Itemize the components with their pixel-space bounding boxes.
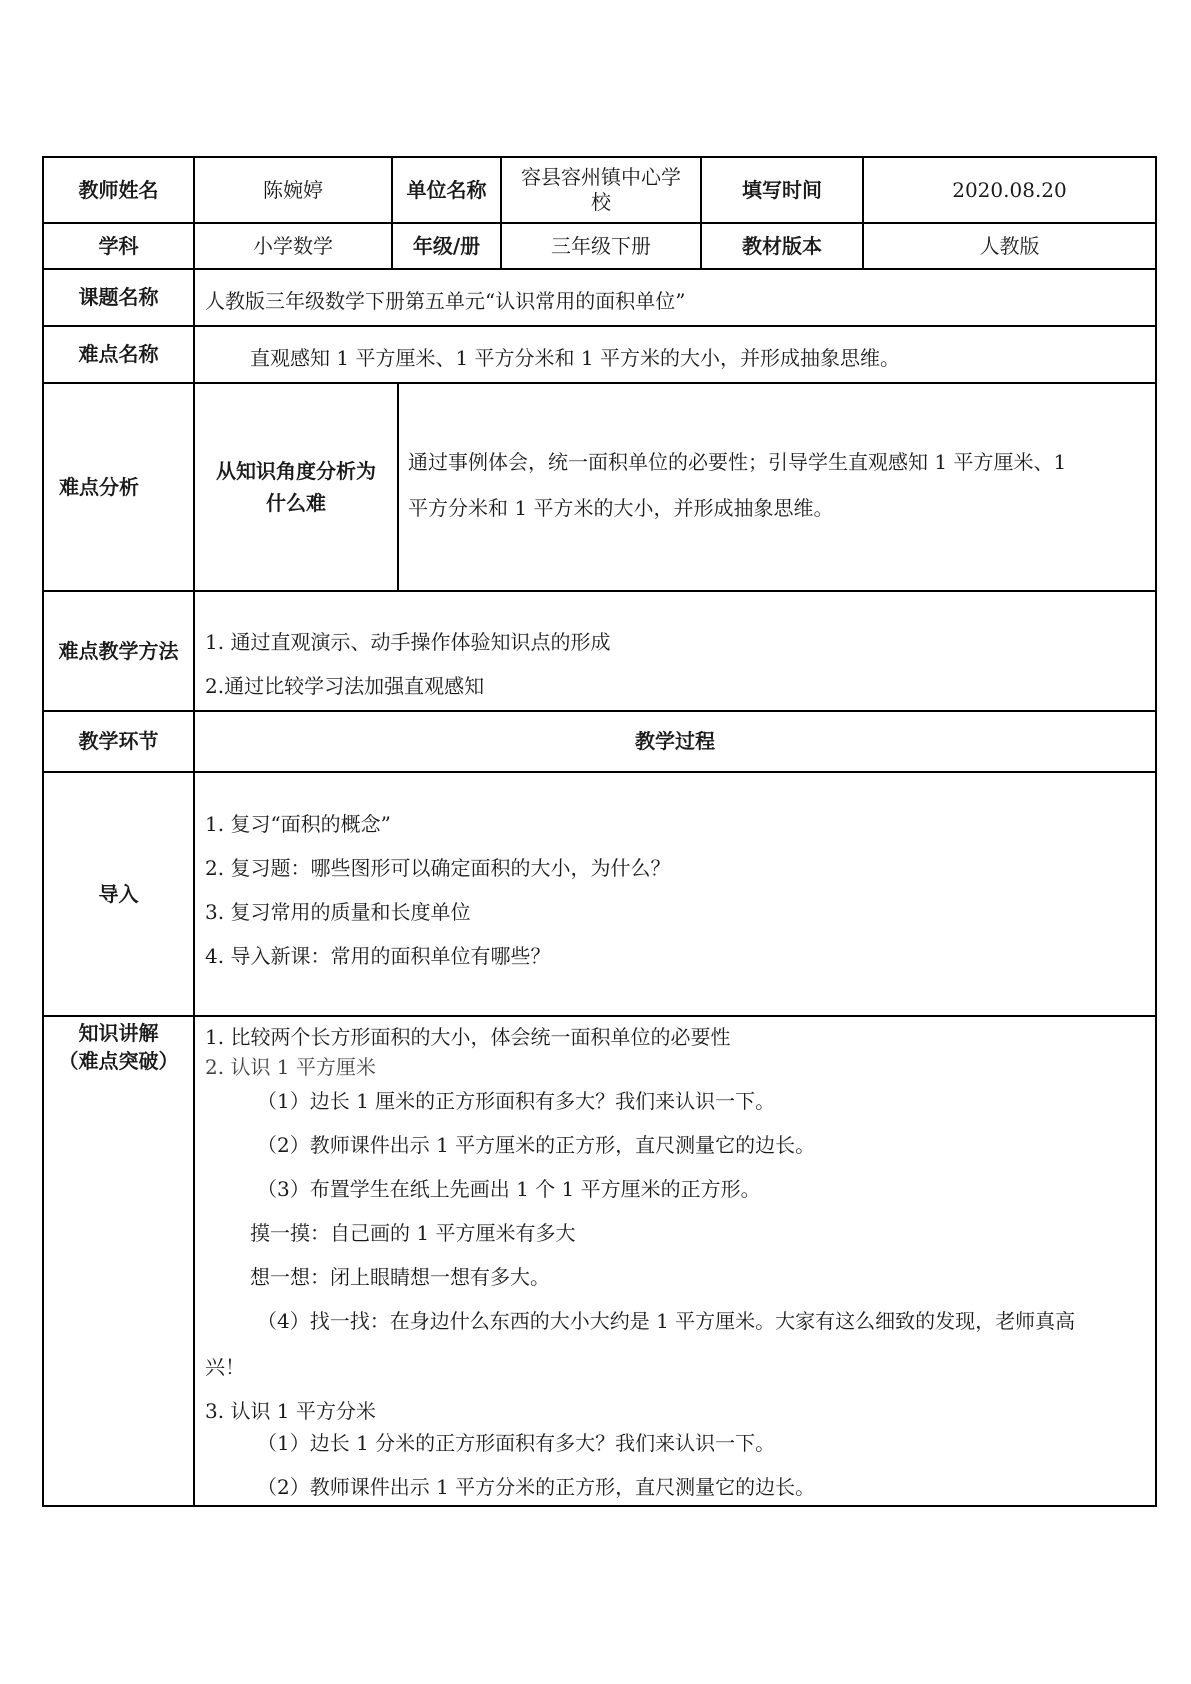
knowledge-line-11: （1）边长 1 分米的正方形面积有多大？我们来认识一下。 bbox=[257, 1431, 776, 1455]
table-border bbox=[42, 1015, 1157, 1017]
fill-date-value: 2020.08.20 bbox=[952, 177, 1067, 202]
knowledge-line-3: （1）边长 1 厘米的正方形面积有多大？我们来认识一下。 bbox=[257, 1089, 776, 1113]
analysis-text-line2: 平方分米和 1 平方米的大小，并形成抽象思维。 bbox=[408, 496, 834, 520]
table-border bbox=[42, 771, 1157, 773]
knowledge-label bbox=[44, 1017, 193, 1077]
analysis-sublabel bbox=[195, 384, 397, 590]
difficulty-value: 直观感知 1 平方厘米、1 平方分米和 1 平方米的大小，并形成抽象思维。 bbox=[250, 346, 900, 370]
analysis-sublabel-line2: 什么难 bbox=[266, 491, 326, 515]
difficulty-label: 难点名称 bbox=[78, 342, 159, 366]
subject-value: 小学数学 bbox=[253, 233, 333, 258]
knowledge-line-6: 摸一摸：自己画的 1 平方厘米有多大 bbox=[250, 1221, 576, 1245]
topic-value: 人教版三年级数学下册第五单元“认识常用的面积单位” bbox=[205, 289, 686, 313]
analysis-text-line1: 通过事例体会，统一面积单位的必要性；引导学生直观感知 1 平方厘米、1 bbox=[408, 450, 1067, 474]
intro-label: 导入 bbox=[98, 881, 139, 906]
teacher-name-label: 教师姓名 bbox=[78, 177, 159, 202]
analysis-sublabel-line1: 从知识角度分析为 bbox=[216, 459, 376, 483]
table-border bbox=[397, 382, 399, 592]
process-content-header: 教学过程 bbox=[635, 729, 715, 753]
knowledge-line-1: 1. 比较两个长方形面积的大小，体会统一面积单位的必要性 bbox=[205, 1025, 731, 1049]
subject-label: 学科 bbox=[98, 233, 139, 258]
unit-name-line2: 校 bbox=[591, 190, 611, 214]
method-item-1: 1. 通过直观演示、动手操作体验知识点的形成 bbox=[205, 630, 611, 654]
table-border bbox=[42, 1505, 1157, 1507]
fill-date-label: 填写时间 bbox=[742, 177, 822, 202]
knowledge-line-7: 想一想：闭上眼睛想一想有多大。 bbox=[250, 1265, 550, 1289]
knowledge-label-line1: 知识讲解 bbox=[78, 1021, 159, 1045]
intro-item-4: 4. 导入新课：常用的面积单位有哪些？ bbox=[205, 944, 551, 968]
table-border bbox=[42, 325, 1157, 327]
topic-label: 课题名称 bbox=[78, 285, 159, 309]
teacher-name-value: 陈婉婷 bbox=[263, 177, 323, 202]
method-item-2: 2.通过比较学习法加强直观感知 bbox=[205, 674, 485, 698]
knowledge-label-line2: （难点突破） bbox=[58, 1049, 179, 1073]
knowledge-line-8: （4）找一找：在身边什么东西的大小大约是 1 平方厘米。大家有这么细致的发现，老师真高 bbox=[257, 1309, 1076, 1333]
unit-name-label: 单位名称 bbox=[406, 177, 487, 202]
unit-name-line1: 容县容州镇中心学 bbox=[521, 165, 681, 189]
knowledge-line-2: 2. 认识 1 平方厘米 bbox=[205, 1055, 376, 1079]
table-border bbox=[42, 590, 1157, 592]
intro-item-1: 1. 复习“面积的概念” bbox=[205, 812, 391, 836]
method-label: 难点教学方法 bbox=[58, 638, 179, 663]
knowledge-line-4: （2）教师课件出示 1 平方厘米的正方形，直尺测量它的边长。 bbox=[257, 1133, 816, 1157]
grade-label: 年级/册 bbox=[412, 233, 481, 258]
knowledge-line-12: （2）教师课件出示 1 平方分米的正方形，直尺测量它的边长。 bbox=[257, 1475, 816, 1499]
process-step-header: 教学环节 bbox=[78, 729, 159, 753]
table-border bbox=[193, 156, 195, 1507]
unit-name-value bbox=[502, 158, 700, 222]
knowledge-line-10: 3. 认识 1 平方分米 bbox=[205, 1399, 376, 1423]
analysis-label: 难点分析 bbox=[59, 474, 139, 499]
textbook-label: 教材版本 bbox=[742, 233, 822, 258]
intro-item-3: 3. 复习常用的质量和长度单位 bbox=[205, 900, 471, 924]
intro-item-2: 2. 复习题：哪些图形可以确定面积的大小，为什么？ bbox=[205, 856, 671, 880]
table-border bbox=[42, 268, 1157, 270]
table-border bbox=[1155, 156, 1157, 1507]
knowledge-line-9: 兴！ bbox=[205, 1355, 245, 1379]
knowledge-line-5: （3）布置学生在纸上先画出 1 个 1 平方厘米的正方形。 bbox=[257, 1177, 761, 1201]
grade-value: 三年级下册 bbox=[551, 233, 651, 258]
textbook-value: 人教版 bbox=[979, 233, 1040, 258]
